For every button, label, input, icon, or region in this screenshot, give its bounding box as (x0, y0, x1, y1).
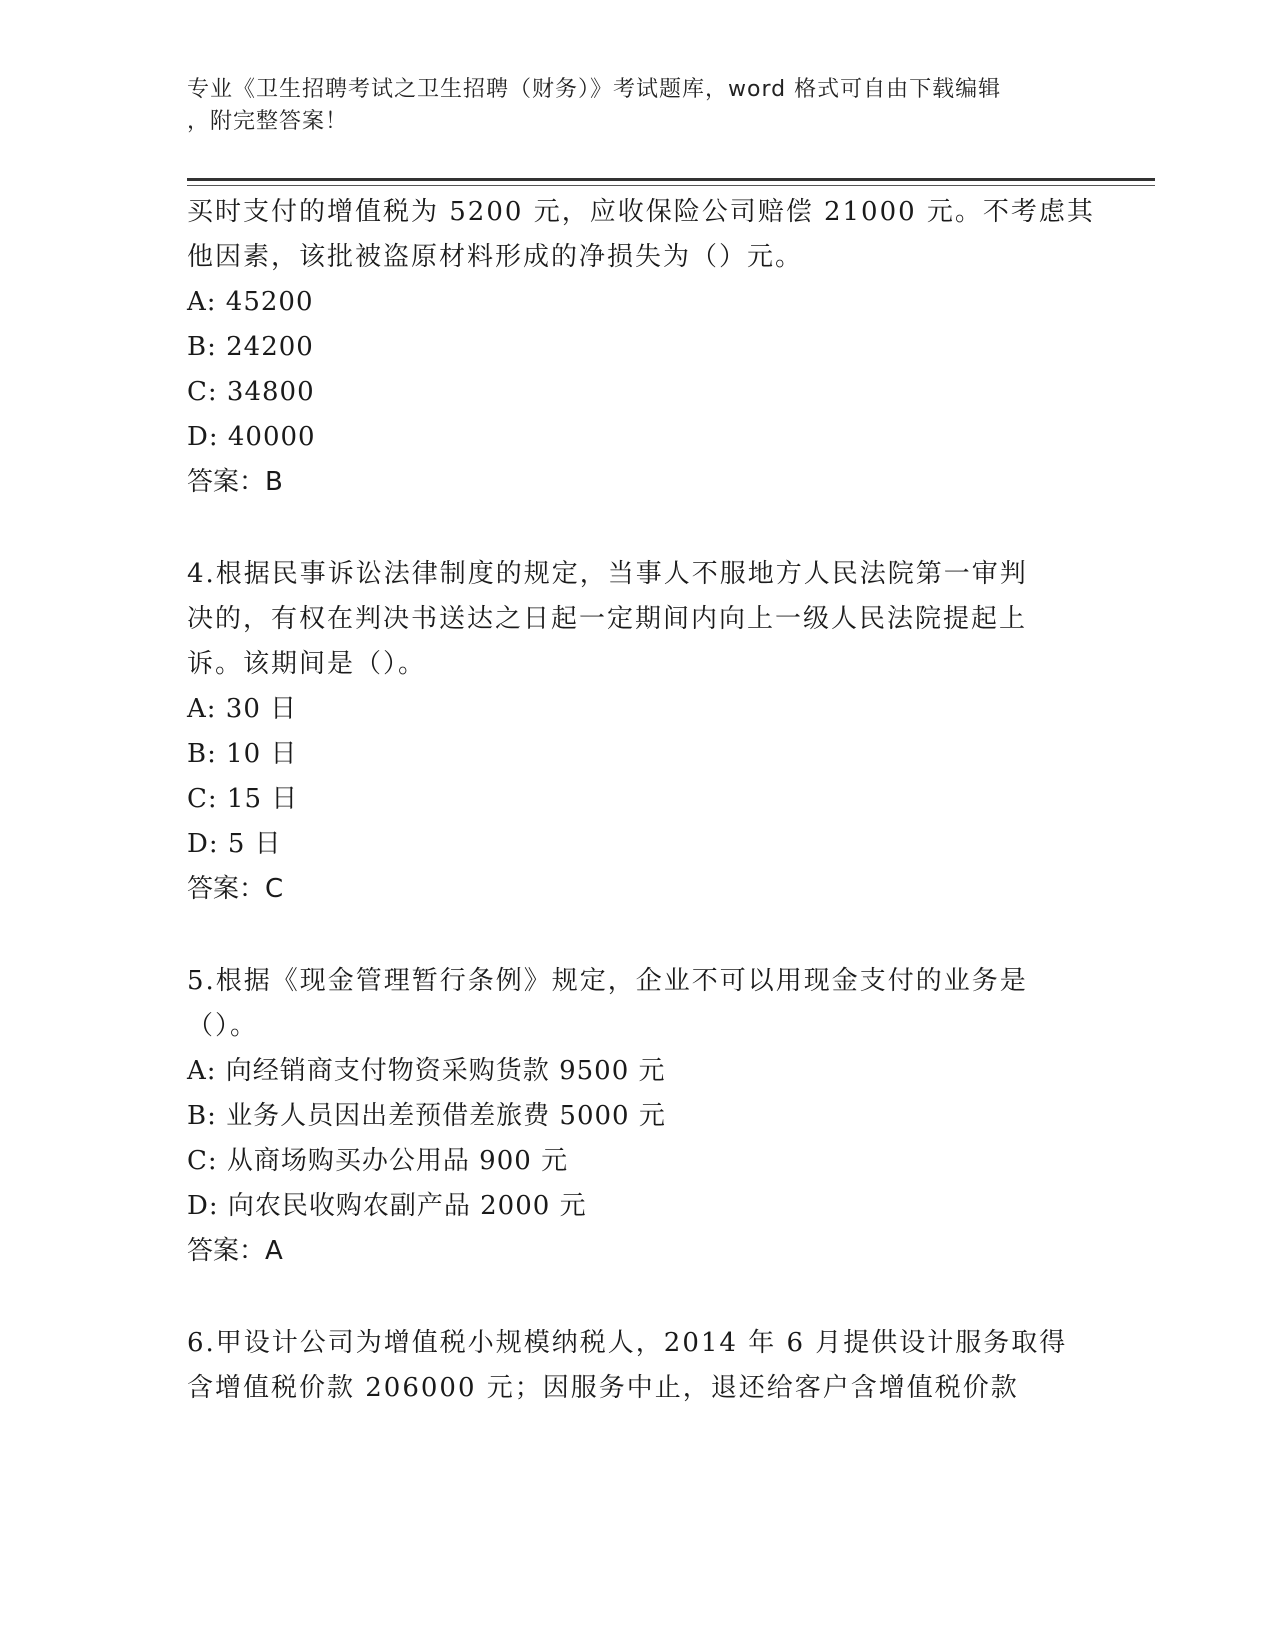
question-text-line: 6.甲设计公司为增值税小规模纳税人，2014 年 6 月提供设计服务取得 (187, 1328, 1068, 1358)
option-c: C: 从商场购买办公用品 900 元 (187, 1146, 569, 1176)
question-text-line: 含增值税价款 206000 元；因服务中止，退还给客户含增值税价款 (187, 1373, 1019, 1403)
option-a: A: 30 日 (187, 694, 298, 724)
option-d: D: 5 日 (187, 829, 282, 859)
question-text-line: 诉。该期间是（）。 (187, 649, 427, 679)
header-title-line-1: 专业《卫生招聘考试之卫生招聘（财务）》考试题库，word 格式可自由下载编辑 (187, 77, 1002, 102)
question-text-line: 他因素，该批被盗原材料形成的净损失为（）元。 (187, 242, 804, 272)
answer-label: 答案：B (187, 467, 283, 497)
answer-label: 答案：C (187, 874, 284, 904)
spacer (187, 504, 1107, 552)
header-title-line-2: ，附完整答案！ (187, 109, 349, 134)
question-text-line: 买时支付的增值税为 5200 元，应收保险公司赔偿 21000 元。不考虑其 (187, 197, 1095, 227)
page-header (187, 74, 1077, 138)
header-divider-thin (187, 185, 1155, 186)
option-b: B: 24200 (187, 332, 314, 362)
question-content (187, 190, 1107, 1411)
spacer (187, 911, 1107, 959)
option-d: D: 40000 (187, 422, 316, 452)
question-text-line: 决的，有权在判决书送达之日起一定期间内向上一级人民法院提起上 (187, 604, 1028, 634)
spacer (187, 1273, 1107, 1321)
option-a: A: 向经销商支付物资采购货款 9500 元 (187, 1056, 666, 1086)
option-b: B: 业务人员因出差预借差旅费 5000 元 (187, 1101, 666, 1131)
option-c: C: 34800 (187, 377, 315, 407)
question-6 (187, 1321, 1107, 1411)
question-4 (187, 552, 1107, 911)
question-text-line: （）。 (187, 1011, 259, 1041)
answer-label: 答案：A (187, 1236, 283, 1266)
question-3 (187, 190, 1107, 504)
question-text-line: 5.根据《现金管理暂行条例》规定，企业不可以用现金支付的业务是 (187, 966, 1028, 996)
option-d: D: 向农民收购农副产品 2000 元 (187, 1191, 587, 1221)
option-b: B: 10 日 (187, 739, 298, 769)
option-a: A: 45200 (187, 287, 314, 317)
header-divider-thick (187, 178, 1155, 181)
question-text-line: 4.根据民事诉讼法律制度的规定，当事人不服地方人民法院第一审判 (187, 559, 1028, 589)
question-5 (187, 959, 1107, 1273)
option-c: C: 15 日 (187, 784, 299, 814)
